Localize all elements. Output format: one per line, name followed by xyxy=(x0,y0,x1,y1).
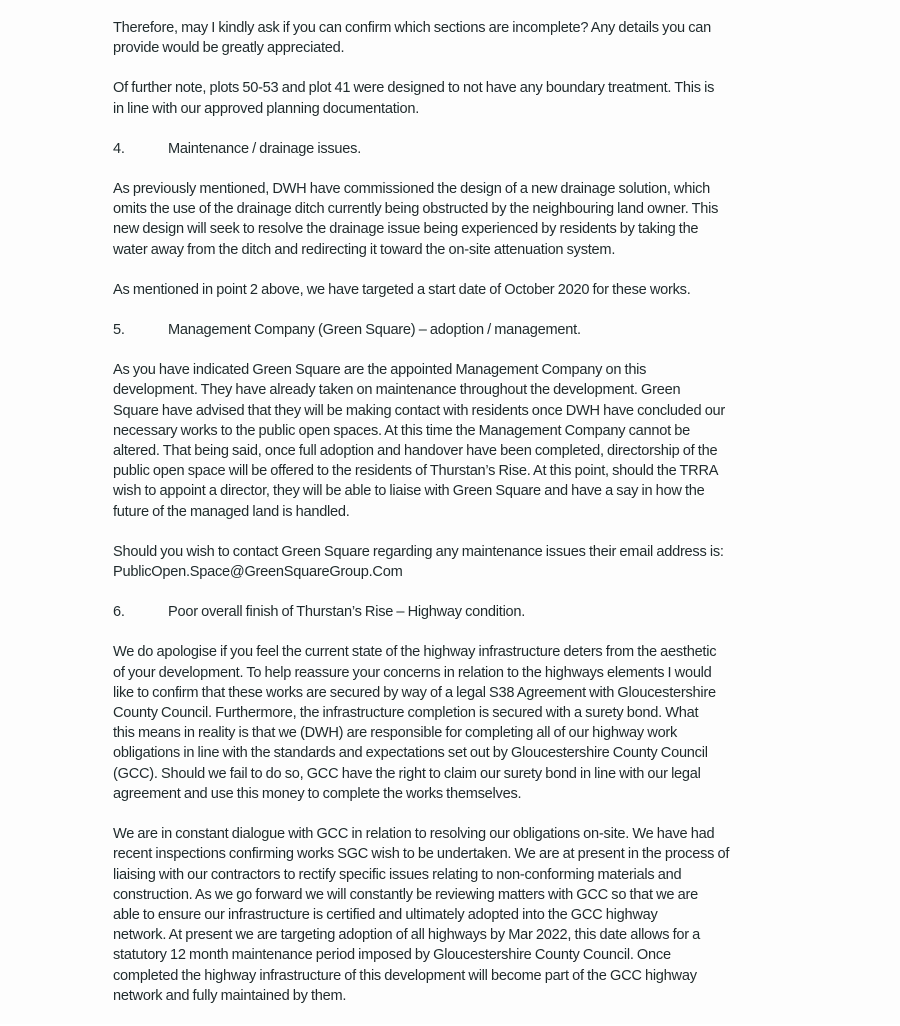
text-line: County Council. Furthermore, the infrastructure completion is secured with a surety bond. What xyxy=(113,705,699,722)
paragraph-drainage-solution xyxy=(113,179,803,260)
section-number: 6. xyxy=(113,604,125,621)
text-line: statutory 12 month maintenance period imposed by Gloucestershire County Council. Once xyxy=(113,947,671,964)
text-line: development. They have already taken on maintenance throughout the development. Green xyxy=(113,382,681,399)
text-line: water away from the ditch and redirecting it toward the on-site attenuation system. xyxy=(113,241,616,258)
text-line: As previously mentioned, DWH have commissioned the design of a new drainage solution, which xyxy=(113,181,710,198)
section-number: 5. xyxy=(113,322,125,339)
text-line: completed the highway infrastructure of this development will become part of the GCC highway xyxy=(113,967,697,984)
section-title: Poor overall finish of Thurstan’s Rise – Highway condition. xyxy=(168,604,526,621)
text-line: in line with our approved planning documentation. xyxy=(113,100,420,117)
letter-body xyxy=(113,18,803,1026)
text-line: construction. As we go forward we will constantly be reviewing matters with GCC so that we are xyxy=(113,886,698,903)
paragraph-management-company xyxy=(113,360,803,522)
text-line: altered. That being said, once full adoption and handover have been completed, directorship of the xyxy=(113,443,718,460)
text-line: We are in constant dialogue with GCC in relation to resolving our obligations on-site. We have had xyxy=(113,826,715,843)
text-line: We do apologise if you feel the current state of the highway infrastructure deters from the aesthetic xyxy=(113,644,717,661)
text-line: Should you wish to contact Green Square regarding any maintenance issues their email address is: xyxy=(113,543,724,560)
section-title: Management Company (Green Square) – adoption / management. xyxy=(168,322,581,339)
section-heading-4 xyxy=(113,139,803,159)
text-line: this means in reality is that we (DWH) are responsible for completing all of our highway work xyxy=(113,725,678,742)
text-line: As mentioned in point 2 above, we have targeted a start date of October 2020 for these works. xyxy=(113,281,691,298)
section-title: Maintenance / drainage issues. xyxy=(168,140,362,157)
text-line: Of further note, plots 50-53 and plot 41 were designed to not have any boundary treatment. This is xyxy=(113,80,715,97)
text-line: like to confirm that these works are secured by way of a legal S38 Agreement with Gloucestershire xyxy=(113,684,716,701)
text-line: able to ensure our infrastructure is certified and ultimately adopted into the GCC highway xyxy=(113,906,658,923)
text-line: network. At present we are targeting adoption of all highways by Mar 2022, this date allows for a xyxy=(113,927,701,944)
text-line: obligations in line with the standards and expectations set out by Gloucestershire County Council xyxy=(113,745,708,762)
text-line: wish to appoint a director, they will be able to liaise with Green Square and have a say in how the xyxy=(113,483,705,500)
text-line: public open space will be offered to the residents of Thurstan’s Rise. At this point, should the TRRA xyxy=(113,463,719,480)
text-line: omits the use of the drainage ditch currently being obstructed by the neighbouring land owner. This xyxy=(113,201,719,218)
email-address: PublicOpen.Space@GreenSquareGroup.Com xyxy=(113,564,403,581)
section-number: 4. xyxy=(113,140,125,157)
paragraph-highway-apology xyxy=(113,642,803,804)
paragraph-gcc-dialogue xyxy=(113,824,803,1006)
paragraph-start-date xyxy=(113,280,803,300)
section-heading-5 xyxy=(113,320,803,340)
text-line: liaising with our contractors to rectify specific issues relating to non-conforming materials and xyxy=(113,866,682,883)
text-line: provide would be greatly appreciated. xyxy=(113,40,345,57)
text-line: (GCC). Should we fail to do so, GCC have the right to claim our surety bond in line with our legal xyxy=(113,765,701,782)
text-line: new design will seek to resolve the drainage issue being experienced by residents by taking the xyxy=(113,221,699,238)
text-line: Therefore, may I kindly ask if you can confirm which sections are incomplete? Any details you can xyxy=(113,20,712,36)
paragraph-confirm-sections xyxy=(113,18,803,58)
text-line: of your development. To help reassure your concerns in relation to the highways elements I would xyxy=(113,664,712,681)
text-line: As you have indicated Green Square are the appointed Management Company on this xyxy=(113,362,647,379)
paragraph-boundary-note xyxy=(113,78,803,118)
text-line: network and fully maintained by them. xyxy=(113,987,347,1004)
text-line: Square have advised that they will be making contact with residents once DWH have concluded our xyxy=(113,402,726,419)
text-line: agreement and use this money to complete the works themselves. xyxy=(113,785,522,802)
text-line: necessary works to the public open spaces. At this time the Management Company cannot be xyxy=(113,422,690,439)
section-heading-6 xyxy=(113,602,803,622)
paragraph-contact-email xyxy=(113,542,803,582)
text-line: future of the managed land is handled. xyxy=(113,503,350,520)
text-line: recent inspections confirming works SGC wish to be undertaken. We are at present in the process of xyxy=(113,846,730,863)
